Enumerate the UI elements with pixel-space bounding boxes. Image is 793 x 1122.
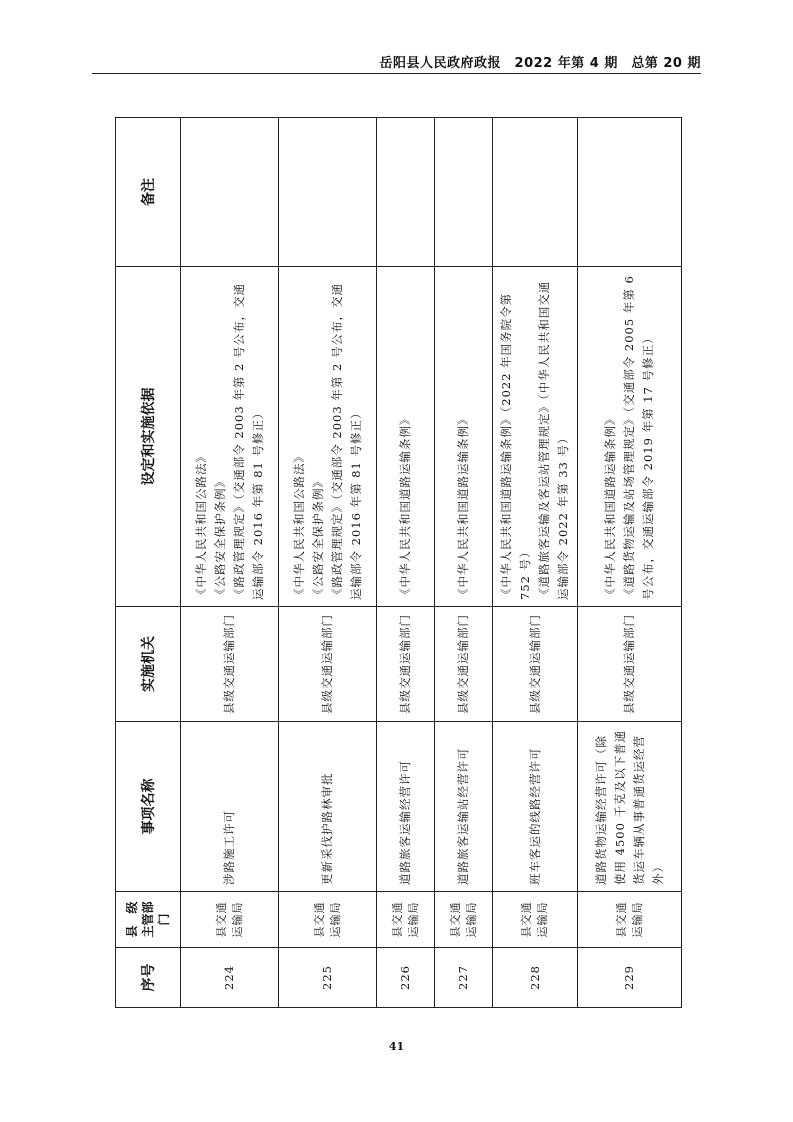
cell-dept: 县交通运输局 — [279, 892, 377, 948]
rotated-table — [115, 118, 679, 1008]
cell-dept: 县交通运输局 — [377, 892, 435, 948]
cell-dept: 县交通运输局 — [493, 892, 578, 948]
cell-note — [493, 118, 578, 267]
col-header-agency: 实施机关 — [116, 607, 181, 722]
cell-agency: 县级交通运输部门 — [578, 607, 682, 722]
header-rule — [92, 73, 701, 74]
table-header-row — [116, 118, 181, 1008]
cell-item: 班车客运的线路经营许可 — [493, 722, 578, 892]
basis-line: 《中华人民共和国道路运输条例》 — [398, 412, 412, 600]
items-table — [115, 117, 682, 1008]
basis-line: 《中华人民共和国道路运输条例》 — [603, 412, 617, 600]
cell-basis — [435, 267, 493, 607]
cell-basis — [377, 267, 435, 607]
cell-note — [181, 118, 279, 267]
page-header: 岳阳县人民政府政报 2022 年第 4 期 总第 20 期 — [379, 56, 701, 71]
basis-line: 《中华人民共和国公路法》 — [193, 450, 208, 600]
cell-no: 224 — [181, 948, 279, 1008]
basis-line: 《路政管理规定》（交通部令 2003 年第 2 号公布，交通运输部令 2016 年第 81 号修正） — [329, 283, 363, 600]
table-row — [493, 118, 578, 1008]
col-header-item: 事项名称 — [116, 722, 181, 892]
col-header-no: 序号 — [116, 948, 181, 1008]
table-row — [279, 118, 377, 1008]
cell-agency: 县级交通运输部门 — [377, 607, 435, 722]
cell-no: 229 — [578, 948, 682, 1008]
cell-agency: 县级交通运输部门 — [279, 607, 377, 722]
cell-basis — [578, 267, 682, 607]
cell-item: 涉路施工许可 — [181, 722, 279, 892]
basis-line: 《公路安全保护条例》 — [212, 475, 227, 600]
table-row — [377, 118, 435, 1008]
col-header-dept: 县 级 主管部门 — [116, 892, 181, 948]
cell-agency: 县级交通运输部门 — [181, 607, 279, 722]
basis-line: 《路政管理规定》（交通部令 2003 年第 2 号公布，交通运输部令 2016 年第 81 号修正） — [231, 283, 265, 600]
table-container — [115, 118, 679, 1008]
cell-agency: 县级交通运输部门 — [435, 607, 493, 722]
basis-line: 《公路安全保护条例》 — [310, 475, 325, 600]
cell-dept: 县交通运输局 — [181, 892, 279, 948]
col-header-basis: 设定和实施依据 — [116, 267, 181, 607]
cell-item: 道路旅客运输经营许可 — [377, 722, 435, 892]
basis-line: 《道路旅客运输及客运站管理规定》（中华人民共和国交通运输部令 2022 年第 33 号） — [537, 280, 570, 600]
cell-note — [377, 118, 435, 267]
basis-line: 《中华人民共和国道路运输条例》（2022 年国务院令第 752 号） — [499, 292, 532, 600]
cell-basis — [493, 267, 578, 607]
cell-note — [279, 118, 377, 267]
page-number: 41 — [388, 1040, 405, 1053]
table-row — [435, 118, 493, 1008]
basis-line: 《中华人民共和国公路法》 — [291, 450, 306, 600]
cell-no: 226 — [377, 948, 435, 1008]
cell-item: 更新采伐护路林审批 — [279, 722, 377, 892]
cell-basis — [181, 267, 279, 607]
basis-line: 《道路货物运输及站场管理规定》（交通部令 2005 年第 6 号公布，交通运输部令 2019 年第 17 号修正） — [622, 275, 655, 600]
cell-note — [435, 118, 493, 267]
col-header-note: 备注 — [116, 118, 181, 267]
basis-line: 《中华人民共和国道路运输条例》 — [456, 412, 470, 600]
cell-no: 228 — [493, 948, 578, 1008]
table-row — [578, 118, 682, 1008]
cell-dept: 县交通运输局 — [578, 892, 682, 948]
cell-agency: 县级交通运输部门 — [493, 607, 578, 722]
cell-no: 225 — [279, 948, 377, 1008]
cell-no: 227 — [435, 948, 493, 1008]
cell-note — [578, 118, 682, 267]
cell-basis — [279, 267, 377, 607]
cell-dept: 县交通运输局 — [435, 892, 493, 948]
table-row — [181, 118, 279, 1008]
cell-item: 道路旅客运输站经营许可 — [435, 722, 493, 892]
cell-item: 道路货物运输经营许可（除使用 4500 千克及以下普通货运车辆从事普通货运经营外） — [578, 722, 682, 892]
